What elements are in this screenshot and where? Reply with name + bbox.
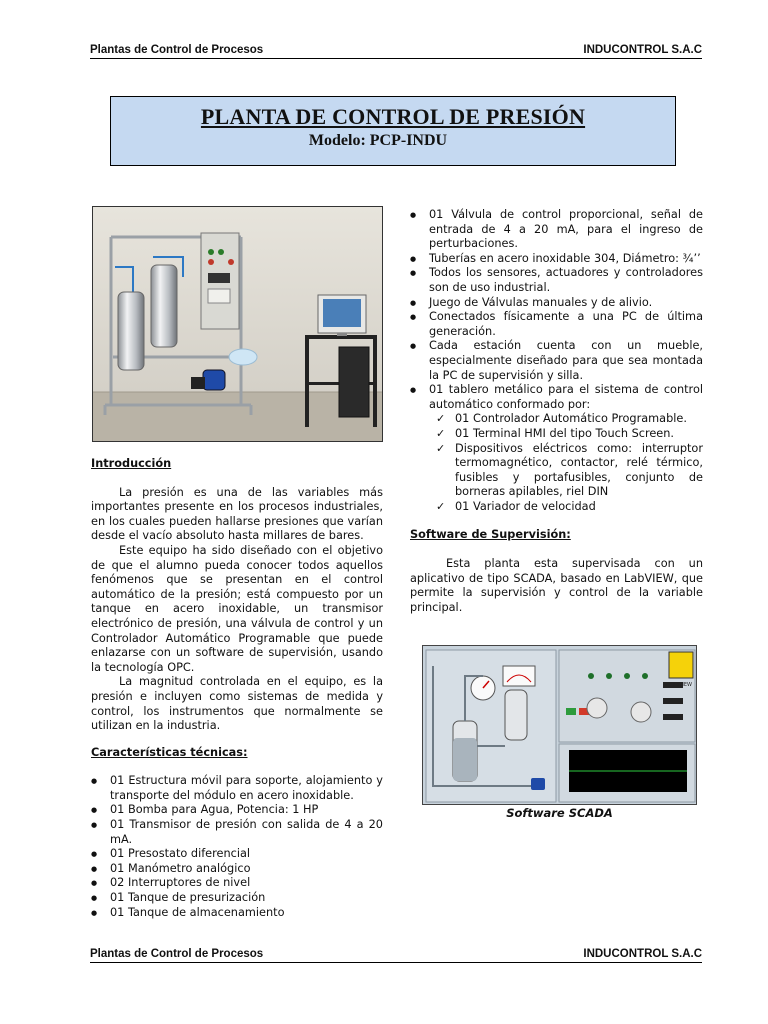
intro-paragraph: Este equipo ha sido diseñado con el objetivo de que el alumno pueda conocer todos aquellos fenómenos que se presentan en el control automático de la presión; está compuesto por un tanque en acero inoxidable, un transmisor electrónico de presión, una válvula de control y un Controlador Automático Programable que puede enlazarse con un software de supervisión, usando la tecnología OPC.	[91, 543, 383, 674]
specs-list-right	[410, 208, 703, 514]
list-item: ● Tuberías en acero inoxidable 304, Diámetro: ¾’’	[410, 252, 703, 267]
check-item: ✓ 01 Controlador Automático Programable.	[434, 412, 703, 427]
footer-rule	[90, 962, 702, 963]
intro-paragraph: La presión es una de las variables más importantes presente en los procesos industriales, en los cuales pueden hallarse presiones que varían desde el vacío absoluto hasta millares de bares.	[91, 485, 383, 543]
list-item: ● Conectados físicamente a una PC de última generación.	[410, 310, 703, 339]
list-item: ● 01 Manómetro analógico	[91, 862, 383, 877]
checklist	[410, 412, 703, 514]
list-item: ● 02 Interruptores de nivel	[91, 876, 383, 891]
list-item: ● Cada estación cuenta con un mueble, especialmente diseñado para que sea montada la PC de supervisión y silla.	[410, 339, 703, 383]
labview-logo-text: LabVIEW	[669, 682, 693, 688]
list-item: ● 01 Estructura móvil para soporte, alojamiento y transporte del módulo en acero inoxidable.	[91, 774, 383, 803]
plant-photo-illustration	[93, 207, 383, 442]
plant-photo	[92, 206, 383, 442]
intro-heading: Introducción	[91, 457, 172, 470]
list-item	[410, 383, 703, 514]
list-item-text: 01 tablero metálico para el sistema de control automático conformado por:	[429, 383, 703, 411]
footer-right: INDUCONTROL S.A.C	[583, 948, 702, 960]
scada-caption: Software SCADA	[506, 806, 613, 820]
check-item: ✓ 01 Variador de velocidad	[434, 500, 703, 515]
check-item: ✓ Dispositivos eléctricos como: interruptor termomagnético, contactor, relé térmico, fusibles y portafusibles, conjunto de borneras apilables, riel DIN	[434, 442, 703, 500]
scada-illustration	[423, 646, 697, 805]
list-item: ● 01 Presostato diferencial	[91, 847, 383, 862]
list-item: ● Juego de Válvulas manuales y de alivio.	[410, 296, 703, 311]
model-subtitle: Modelo: PCP-INDU	[308, 132, 448, 149]
list-item: ● 01 Bomba para Agua, Potencia: 1 HP	[91, 803, 383, 818]
header-left: Plantas de Control de Procesos	[90, 44, 264, 56]
left-column	[91, 457, 383, 920]
list-item: ● 01 Transmisor de presión con salida de 4 a 20 mA.	[91, 818, 383, 847]
header-rule	[90, 58, 702, 59]
list-item: ● 01 Válvula de control proporcional, señal de entrada de 4 a 20 mA, para el ingreso de perturbaciones.	[410, 208, 703, 252]
title-box	[110, 96, 676, 166]
right-column	[410, 208, 703, 615]
page-title: PLANTA DE CONTROL DE PRESIÓN	[200, 104, 586, 129]
intro-paragraph: La magnitud controlada en el equipo, es la presión e incluyen como sistemas de medida y control, los instrumentos que normalmente se utilizan en la industria.	[91, 675, 383, 733]
check-item: ✓ 01 Terminal HMI del tipo Touch Screen.	[434, 427, 703, 442]
header-right: INDUCONTROL S.A.C	[583, 44, 702, 56]
software-paragraph: Esta planta esta supervisada con un aplicativo de tipo SCADA, basado en LabVIEW, que permite la supervisión y control de la variable principal.	[410, 557, 703, 614]
list-item: ● Todos los sensores, actuadores y controladores son de uso industrial.	[410, 266, 703, 295]
list-item: ● 01 Tanque de presurización	[91, 891, 383, 906]
footer-left: Plantas de Control de Procesos	[90, 948, 264, 960]
software-heading: Software de Supervisión:	[410, 528, 571, 542]
scada-screenshot	[422, 645, 697, 805]
list-item: ● 01 Tanque de almacenamiento	[91, 906, 383, 921]
specs-heading: Características técnicas:	[91, 745, 248, 759]
specs-list-left	[91, 774, 383, 920]
